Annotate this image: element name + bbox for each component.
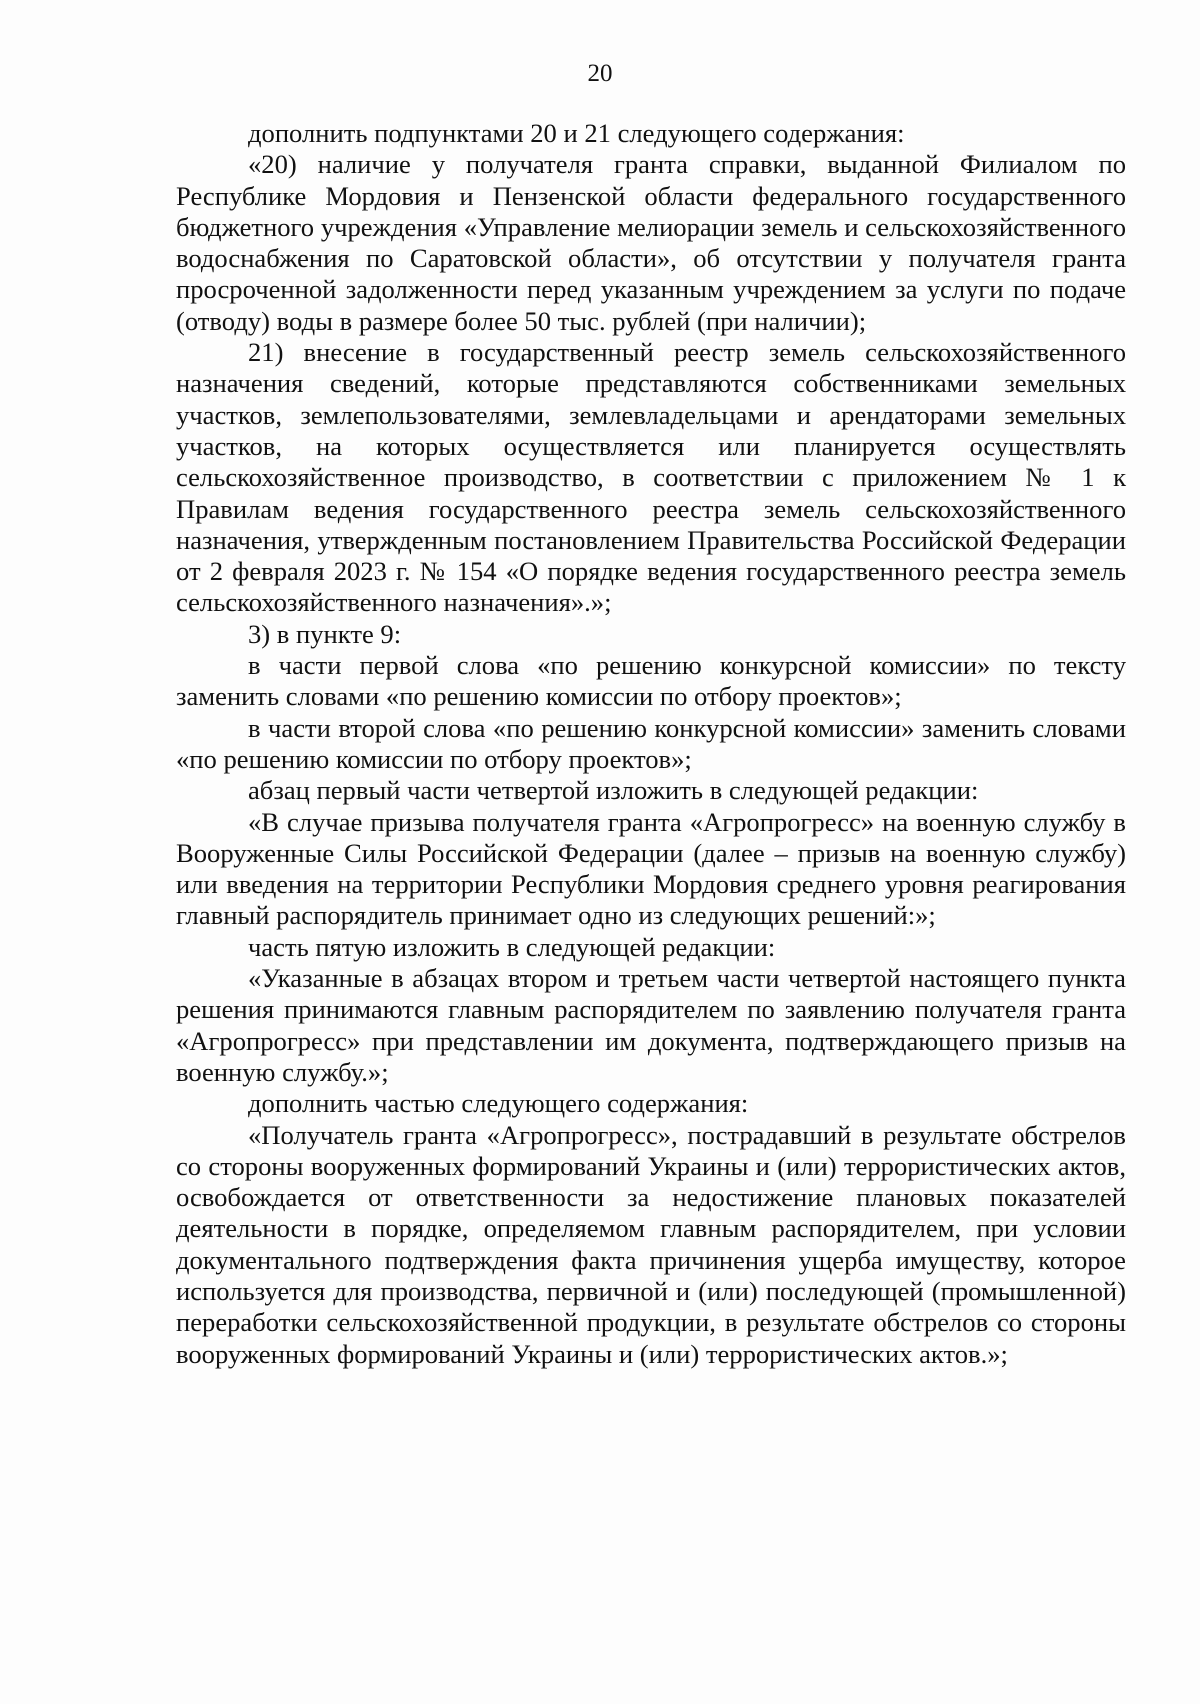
document-body bbox=[176, 118, 1126, 1370]
paragraph-3: 21) внесение в государственный реестр земель сельскохозяйственного назначения сведений, которые представляются собственниками земельных участков, землепользователями, землевладельцами и арендаторами земельных участков, на которых осуществляется или планируется осуществлять сельскохозяйственное производство, в соответствии с приложением № 1 к Правилам ведения государственного реестра земель сельскохозяйственного назначения, утвержденным постановлением Правительства Российской Федерации от 2 февраля 2023 г. № 154 «О порядке ведения государственного реестра земель сельскохозяйственного назначения».»; bbox=[176, 337, 1126, 618]
paragraph-4: 3) в пункте 9: bbox=[248, 618, 402, 649]
paragraph-7: абзац первый части четвертой изложить в следующей редакции: bbox=[248, 775, 979, 806]
paragraph-10: «Указанные в абзацах втором и третьем части четвертой настоящего пункта решения принимаются главным распорядителем по заявлению получателя гранта «Агропрогресс» при представлении им документа, подтверждающего призыв на военную службу.»; bbox=[176, 963, 1126, 1087]
page-number: 20 bbox=[587, 60, 613, 87]
paragraph-12: «Получатель гранта «Агропрогресс», пострадавший в результате обстрелов со стороны вооруженных формирований Украины и (или) террористических актов, освобождается от ответственности за недостижение плановых показателей деятельности в порядке, определяемом главным распорядителем, при условии документального подтверждения факта причинения ущерба имуществу, которое используется для производства, первичной и (или) последующей (промышленной) переработки сельскохозяйственной продукции, в результате обстрелов со стороны вооруженных формирований Украины и (или) террористических актов.»; bbox=[176, 1119, 1126, 1369]
paragraph-11: дополнить частью следующего содержания: bbox=[248, 1088, 749, 1119]
paragraph-6: в части второй слова «по решению конкурсной комиссии» заменить словами «по решению комиссии по отбору проектов»; bbox=[176, 712, 1126, 774]
paragraph-5: в части первой слова «по решению конкурсной комиссии» по тексту заменить словами «по решению комиссии по отбору проектов»; bbox=[176, 650, 1126, 712]
paragraph-2: «20) наличие у получателя гранта справки, выданной Филиалом по Республике Мордовия и Пензенской области федерального государственного бюджетного учреждения «Управление мелиорации земель и сельскохозяйственного водоснабжения по Саратовской области», об отсутствии у получателя гранта просроченной задолженности перед указанным учреждением за услуги по подаче (отводу) воды в размере более 50 тыс. рублей (при наличии); bbox=[176, 149, 1126, 336]
paragraph-1: дополнить подпунктами 20 и 21 следующего содержания: bbox=[248, 118, 905, 148]
paragraph-9: часть пятую изложить в следующей редакции: bbox=[248, 931, 776, 962]
paragraph-8: «В случае призыва получателя гранта «Агропрогресс» на военную службу в Вооруженные Силы Российской Федерации (далее – призыв на военную службу) или введения на территории Республики Мордовия среднего уровня реагирования главный распорядитель принимает одно из следующих решений:»; bbox=[176, 806, 1126, 931]
